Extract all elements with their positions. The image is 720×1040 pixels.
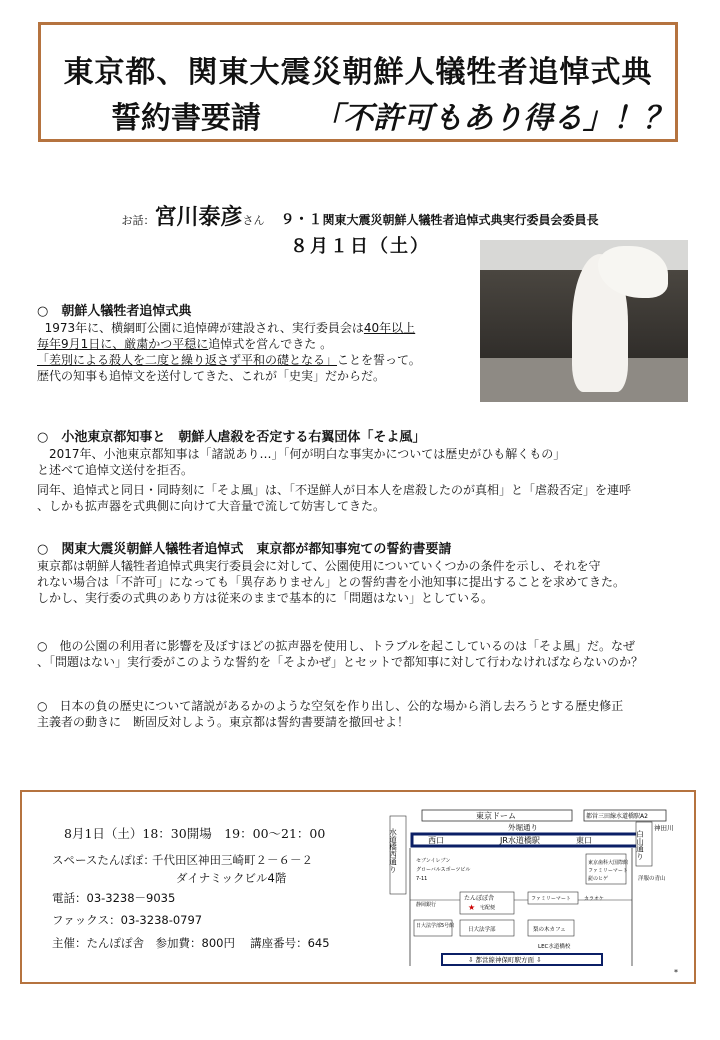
svg-text:白山通り: 白山通り (635, 830, 645, 860)
sub-title-quote: 「不許可もあり得る」！？ (313, 101, 673, 136)
svg-text:静岡銀行: 静岡銀行 (416, 902, 437, 908)
dance-photo (480, 240, 688, 402)
svg-text:★: ★ (468, 903, 476, 912)
section-memorial: ○ 朝鮮人犠牲者追悼式典 1973年に、横網町公園に追悼碑が建設され、実行委員会は40年以上 毎年9月1日に、厳粛かつ平穏に追悼式を営んできた 。 「差別による殺人を二度と繰り返さず平和の礎となる」ことを誓って。 歴代の知事も追悼文を送付してきた、これが「史実」だからだ。 (37, 304, 477, 384)
corner-mark: * (674, 968, 678, 977)
section-koike: ○ 小池東京都知事と 朝鮮人虐殺を否定する右翼団体「そよ風」 2017年、小池東京都知事は「諸説あり…」「何が明白な事実かについては歴史がひも解くもの」 と述べて追悼文送付を拒否。 同年、追悼式と同日・同時刻に「そよ風」は、「不逞鮮人が日本人を虐殺したのが真相」と「虐殺否定」を連呼 、しかも拡声器を式典側に向けて大音量で流して妨害してきた。 (37, 430, 697, 514)
access-map (388, 808, 680, 970)
speaker-prefix: お話： (121, 214, 155, 227)
svg-text:東京ドーム: 東京ドーム (476, 811, 516, 821)
svg-text:7-11: 7-11 (416, 876, 428, 882)
speaker-num: ９・１ (280, 212, 323, 228)
speaker-honorific: さん (242, 214, 265, 227)
svg-text:水道橋西通り: 水道橋西通り (388, 828, 398, 873)
svg-text:神田川: 神田川 (654, 824, 674, 832)
main-title: 東京都、関東大震災朝鮮人犠牲者追悼式典 (63, 55, 653, 90)
svg-text:⇩ 都営線神保町駅方面 ⇩: ⇩ 都営線神保町駅方面 ⇩ (468, 956, 542, 964)
sub-title: 誓約書要請 (111, 101, 261, 136)
title-box (38, 22, 678, 142)
event-date: ８月１日（土） (290, 236, 430, 257)
svg-text:日大法学部: 日大法学部 (468, 927, 496, 933)
svg-text:ファミリーマート: ファミリーマート (588, 868, 628, 874)
svg-text:グローバルスポーツビル: グローバルスポーツビル (416, 867, 471, 873)
speaker-line (0, 200, 720, 231)
svg-text:JR水道橋駅: JR水道橋駅 (500, 836, 540, 845)
section-heading: ○ 朝鮮人犠牲者追悼式典 (37, 304, 192, 319)
venue-building: ダイナミックビル4階 (176, 871, 287, 885)
section-heading: ○ 関東大震災朝鮮人犠牲者追悼式 東京都が都知事宛ての誓約書要請 (37, 542, 452, 557)
svg-text:外堀通り: 外堀通り (508, 823, 538, 832)
svg-text:洋服の青山: 洋服の青山 (638, 876, 666, 882)
speaker-role: 関東大震災朝鮮人犠牲者追悼式典実行委員会委員長 (322, 213, 599, 227)
event-datetime: 8月1日（土）18：30開場 19：00～21：00 (64, 826, 326, 841)
svg-text:西口: 西口 (428, 836, 444, 845)
svg-text:セブンイレブン: セブンイレブン (416, 858, 451, 864)
svg-text:ファミリーマート: ファミリーマート (531, 896, 571, 902)
fax: ファックス：03-3238-0797 (52, 913, 203, 927)
organizer: 主催：たんぽぽ舎 参加費：800円 講座番号：645 (52, 936, 330, 950)
section-pledge: ○ 関東大震災朝鮮人犠牲者追悼式 東京都が都知事宛ての誓約書要請 東京都は朝鮮人犠牲者追悼式典実行委員会に対して、公園使用についていくつかの条件を示し、それを守 れない場合は「不許可」になっても「異存ありません」との誓約書を小池知事に提出することを求めてきた。 しかし、実行委の式典のあり方は従来のままで基本的に「問題はない」としている。 (37, 542, 697, 606)
svg-text:梨の木カフェ: 梨の木カフェ (533, 927, 566, 933)
section-appeal: ○ 日本の負の歴史について諸説があるかのような空気を作り出し、公的な場から消し去ろうとする歴史修正 主義者の動きに 断固反対しよう。東京都は誓約書要請を撤回せよ！ (37, 699, 624, 729)
svg-text:日大法学部5号館: 日大法学部5号館 (416, 923, 455, 929)
svg-text:たんぽぽ舎: たんぽぽ舎 (464, 895, 495, 902)
svg-text:都営三田線水道橋駅A2: 都営三田線水道橋駅A2 (586, 813, 648, 820)
svg-text:東口: 東口 (576, 836, 592, 845)
venue-label: スペースたんぽぽ： (52, 853, 155, 867)
svg-text:カラオケ: カラオケ (584, 896, 604, 902)
svg-text:髭のヒゲ: 髭のヒゲ (588, 876, 609, 882)
venue-address: 千代田区神田三崎町２－６－２ (152, 853, 313, 867)
speaker-name: 宮川泰彦 (154, 205, 243, 230)
section-heading: ○ 小池東京都知事と 朝鮮人虐殺を否定する右翼団体「そよ風」 (37, 430, 426, 445)
section-loudspeaker: ○ 他の公園の利用者に影響を及ぼすほどの拡声器を使用し、トラブルを起こしているのは「そよ風」だ。なぜ 、「問題はない」実行委がこのような誓約を「そよかぜ」とセットで都知事に対して行わなければならないのか？ (37, 639, 644, 669)
svg-text:LEC水道橋校: LEC水道橋校 (538, 944, 571, 950)
phone: 電話：03-3238－9035 (52, 891, 176, 905)
svg-text:東京歯科大国際館: 東京歯科大国際館 (588, 860, 629, 866)
svg-text:宅配便: 宅配便 (480, 905, 496, 911)
